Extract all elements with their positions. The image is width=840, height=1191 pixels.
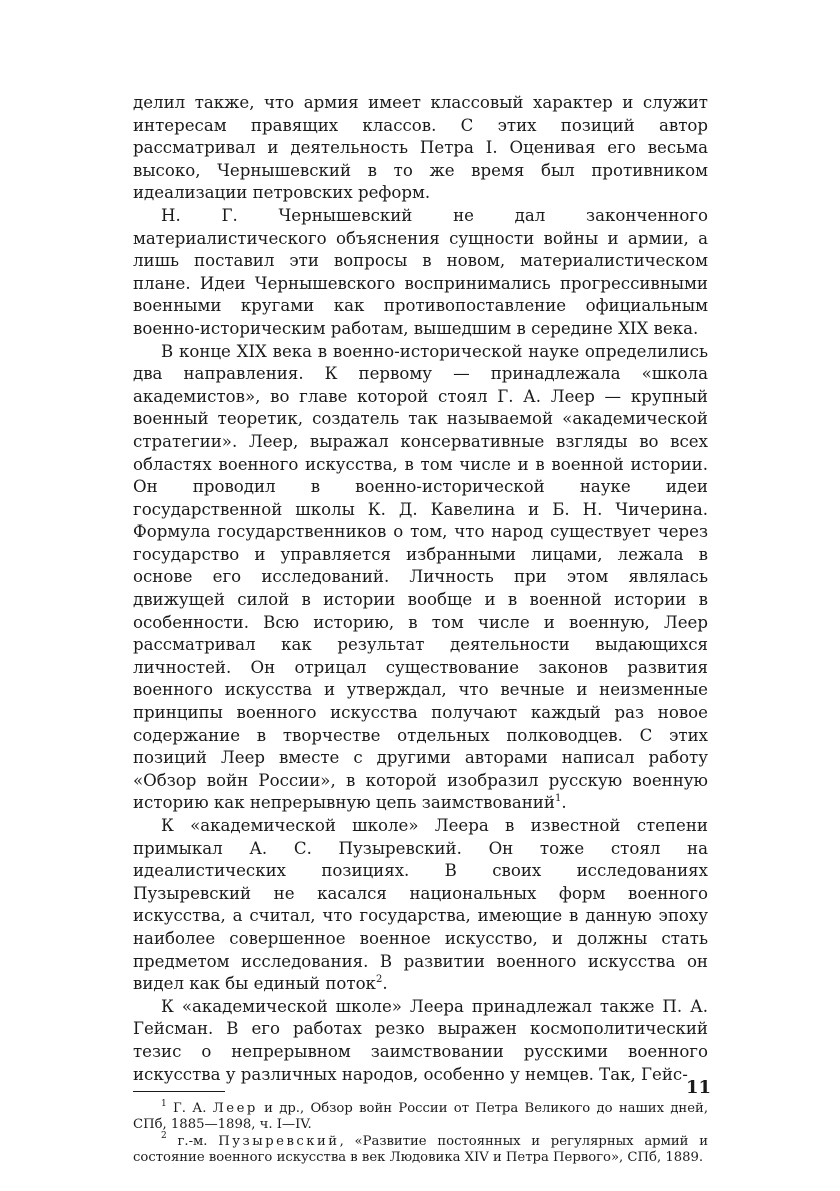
paragraph-text: делил также, что армия имеет классовый характер и служит интересам правящих классов. С этих позиций автор рассматривал и деятельность Петра I. Оценивая его весьма высоко, Чернышевский в то же время был противником идеализации петровских реформ.	[133, 93, 708, 203]
footnote-marker: 1	[161, 1098, 167, 1109]
page-content	[133, 92, 708, 1166]
paragraph	[133, 815, 708, 996]
footnote-reference[interactable]: 2	[375, 973, 383, 985]
footnote-author: Леер	[212, 1101, 258, 1117]
paragraph-end: .	[382, 974, 388, 994]
footnote	[133, 1131, 708, 1166]
footnote-text: и др., Обзор войн России от Петра Великого до наших дней, СПб, 1885—1898, ч. I—IV.	[133, 1101, 709, 1133]
footnote-divider	[133, 1091, 225, 1092]
footnote-author-initials: г.-м.	[177, 1133, 208, 1149]
footnotes	[133, 1098, 709, 1166]
paragraph	[133, 996, 708, 1086]
footnote-marker: 2	[161, 1131, 167, 1142]
paragraph	[133, 205, 708, 341]
paragraph	[133, 92, 708, 205]
footnote-text: , «Развитие постоянных и регулярных армий и состояние военного искусства в век Людовика XIV и Петра Первого», СПб, 1889.	[133, 1133, 708, 1165]
paragraph-text: В конце XIX века в военно-исторической науке определились два направления. К первому — принадлежала «школа академистов», во главе которой стоял Г. А. Леер — крупный военный теоретик, создатель так называемой «академической стратегии». Леер, выражал консервативные взгляды во всех областях военного искусства, в том числе и в военной истории. Он проводил в военно-исторической науке идеи государственной школы К. Д. Кавелина и Б. Н. Чичерина. Формула государственников о том, что народ существует через государство и управляется избранными лицами, лежала в основе его исследований. Личность при этом являлась движущей силой в истории вообще и в военной истории в особенности. Всю историю, в том числе и военную, Леер рассматривал как результат деятельности выдающихся личностей. Он отрицал существование законов развития военного искусства и утверждал, что вечные и неизменные принципы военного искусства получают каждый раз новое содержание в творчестве отдельных полководцев. С этих позиций Леер вместе с другими авторами написал работу «Обзор войн России», в которой изобразил русскую военную историю как непрерывную цепь заимствований	[133, 341, 708, 813]
paragraph-text: К «академической школе» Леера принадлежал также П. А. Гейсман. В его работах резко выражен космополитический тезис о непрерывном заимствовании русскими военного искусства у различных народов, особенно у немцев. Так, Гейс-	[133, 996, 708, 1084]
page-number: 11	[686, 1077, 712, 1098]
paragraph	[133, 341, 708, 815]
footnote-author: Пузыревский	[218, 1133, 340, 1149]
paragraph-end: .	[561, 793, 567, 813]
footnote	[133, 1098, 709, 1133]
paragraph-text: Н. Г. Чернышевский не дал законченного материалистического объяснения сущности войны и армии, а лишь поставил эти вопросы в новом, материалистическом плане. Идеи Чернышевского воспринимались прогрессивными военными кругами как противопоставление официальным военно-историческим работам, вышедшим в середине XIX века.	[133, 205, 708, 338]
footnote-author-initials: Г. А.	[173, 1101, 207, 1117]
footnote-reference[interactable]: 1	[554, 792, 562, 804]
paragraph-text: К «академической школе» Леера в известной степени примыкал А. С. Пузыревский. Он тоже стоял на идеалистических позициях. В своих исследованиях Пузыревский не касался национальных форм военного искусства, а считал, что государства, имеющие в данную эпоху наиболее совершенное военное искусство, и должны стать предметом исследования. В развитии военного искусства он видел как бы единый поток	[133, 816, 708, 994]
body-text	[133, 92, 708, 1086]
